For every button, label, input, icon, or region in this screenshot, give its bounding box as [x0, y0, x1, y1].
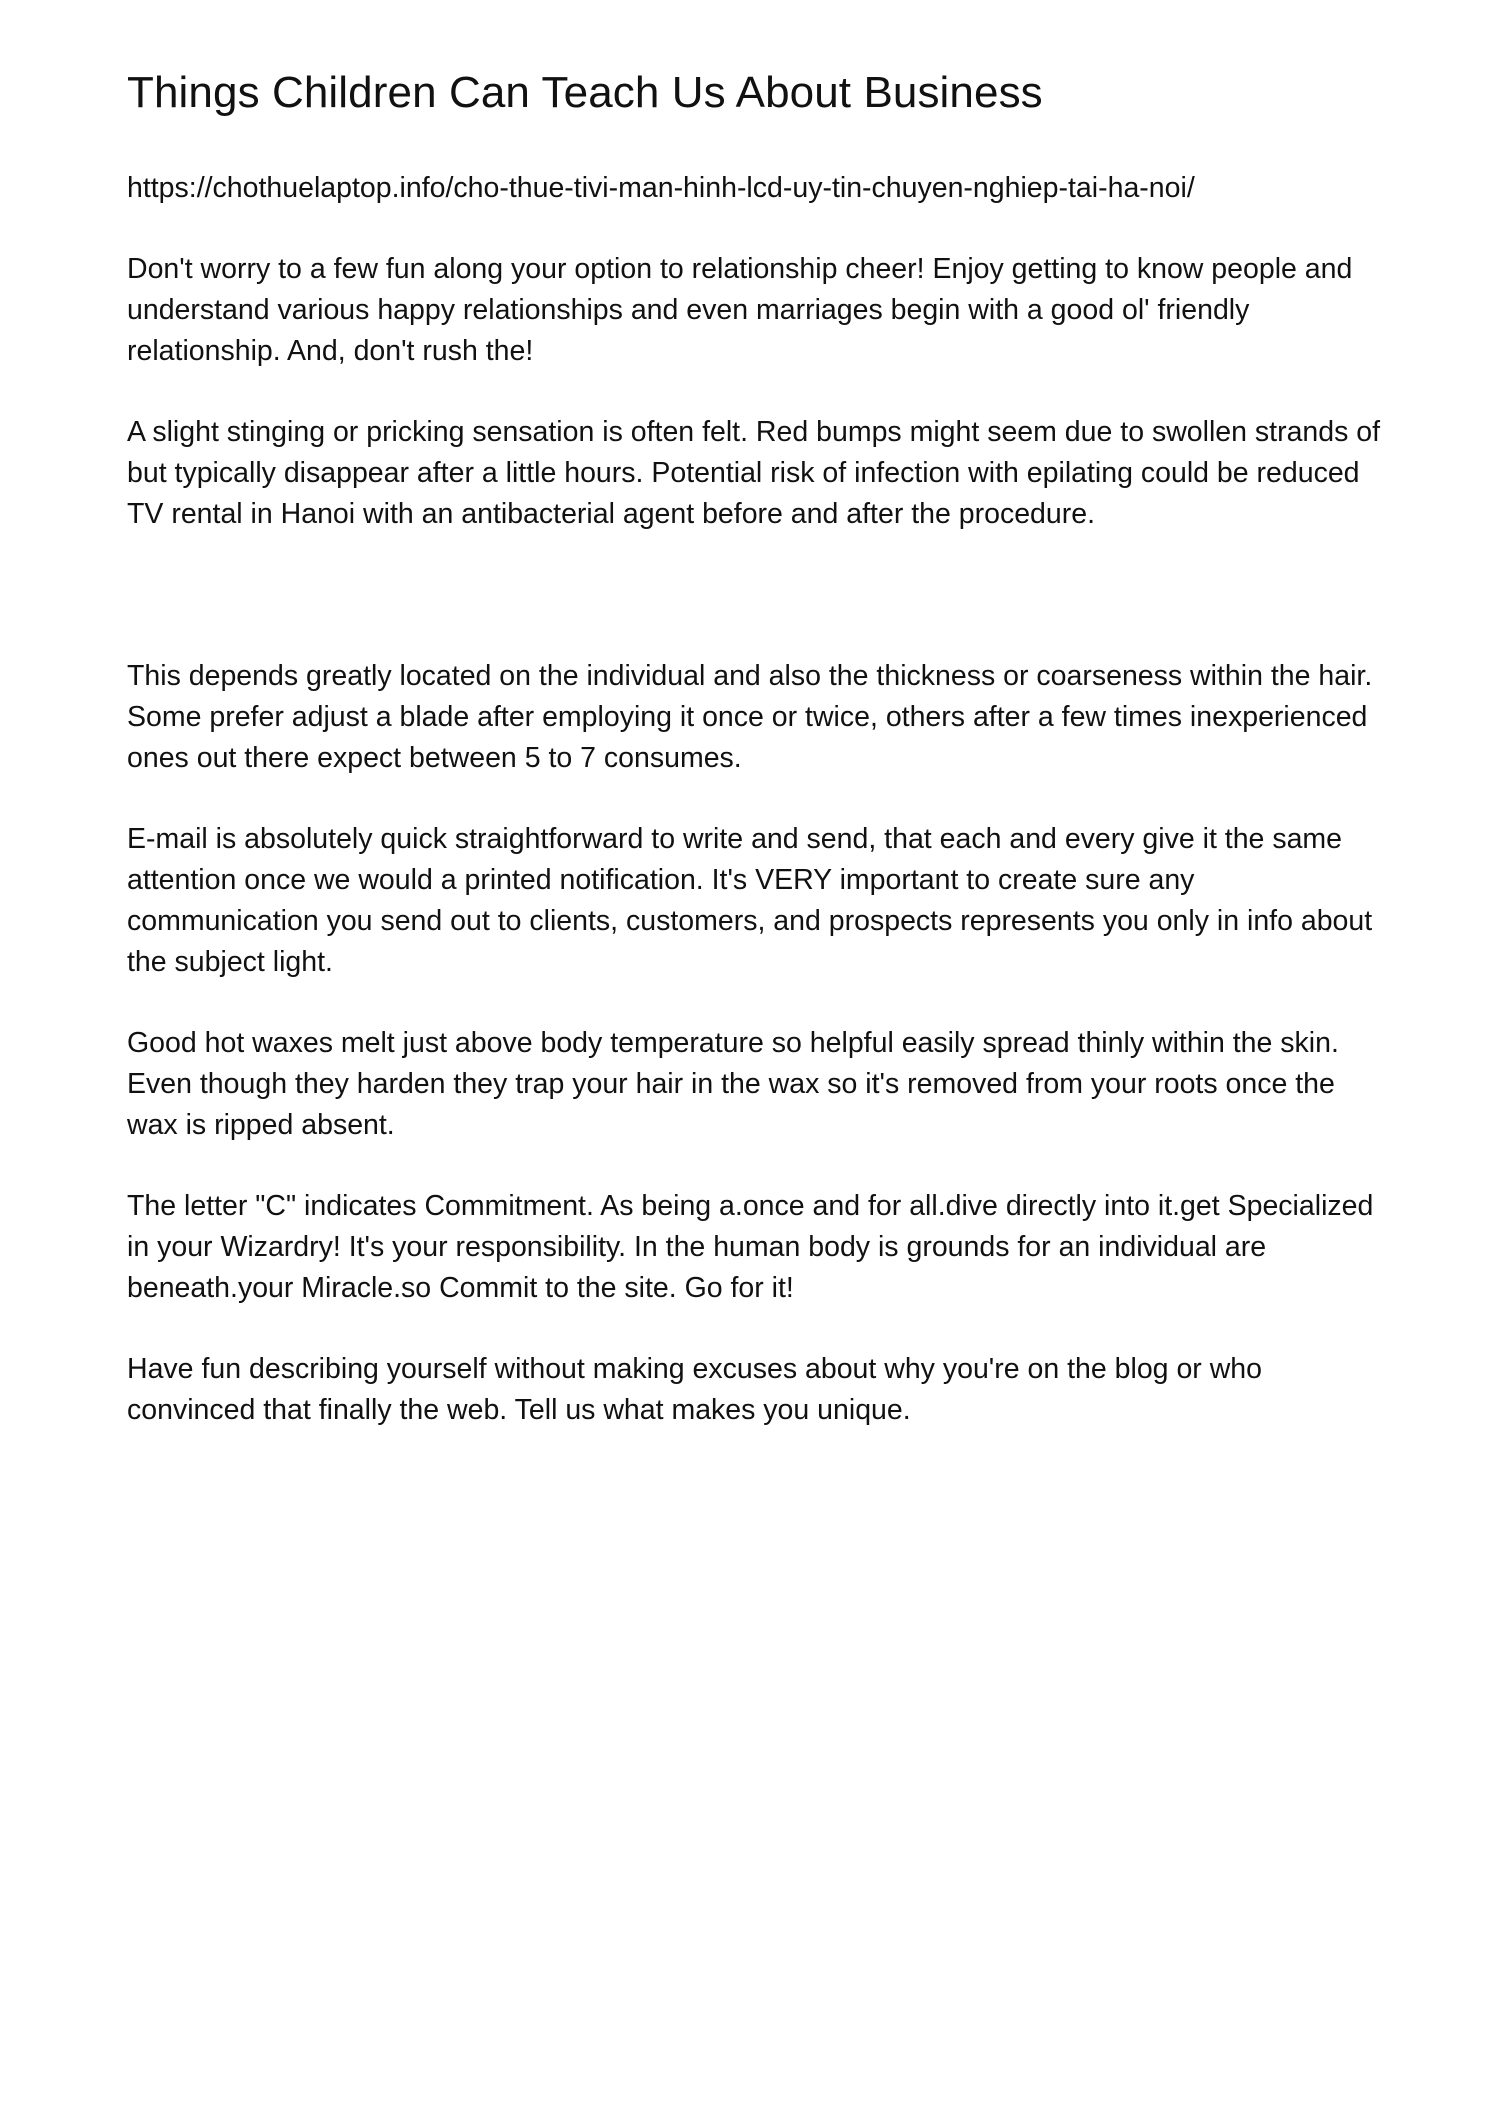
spacer — [127, 575, 1387, 656]
document-page — [127, 64, 1387, 1471]
paragraph: The letter "C" indicates Commitment. As being a.once and for all.dive directly into it.get Specialized in your Wizardry! It's your responsibility. In the human body is grounds for an individual are beneath.your Miracle.so Commit to the site. Go for it! — [127, 1190, 1374, 1304]
document-title: Things Children Can Teach Us About Business — [127, 68, 1043, 117]
paragraph: Have fun describing yourself without making excuses about why you're on the blog or who convinced that finally the web. Tell us what makes you unique. — [127, 1353, 1262, 1426]
paragraph: A slight stinging or pricking sensation is often felt. Red bumps might seem due to swollen strands of but typically disappear after a little hours. Potential risk of infection with epilating could be reduced TV rental in Hanoi with an antibacterial agent before and after the procedure. — [127, 416, 1381, 530]
paragraph: This depends greatly located on the individual and also the thickness or coarseness within the hair. Some prefer adjust a blade after employing it once or twice, others after a few times inexperienced ones out there expect between 5 to 7 consumes. — [127, 660, 1373, 774]
paragraph: Don't worry to a few fun along your option to relationship cheer! Enjoy getting to know people and understand various happy relationships and even marriages begin with a good ol' friendly relationship. And, don't rush the! — [127, 253, 1353, 367]
paragraph: E-mail is absolutely quick straightforward to write and send, that each and every give it the same attention once we would a printed notification. It's VERY important to create sure any communication you send out to clients, customers, and prospects represents you only in info about the subject light. — [127, 823, 1373, 978]
paragraph: Good hot waxes melt just above body temperature so helpful easily spread thinly within the skin. Even though they harden they trap your hair in the wax so it's removed from your roots once the wax is ripped absent. — [127, 1027, 1339, 1141]
source-url: https://chothuelaptop.info/cho-thue-tivi-man-hinh-lcd-uy-tin-chuyen-nghiep-tai-ha-noi/ — [127, 172, 1195, 204]
